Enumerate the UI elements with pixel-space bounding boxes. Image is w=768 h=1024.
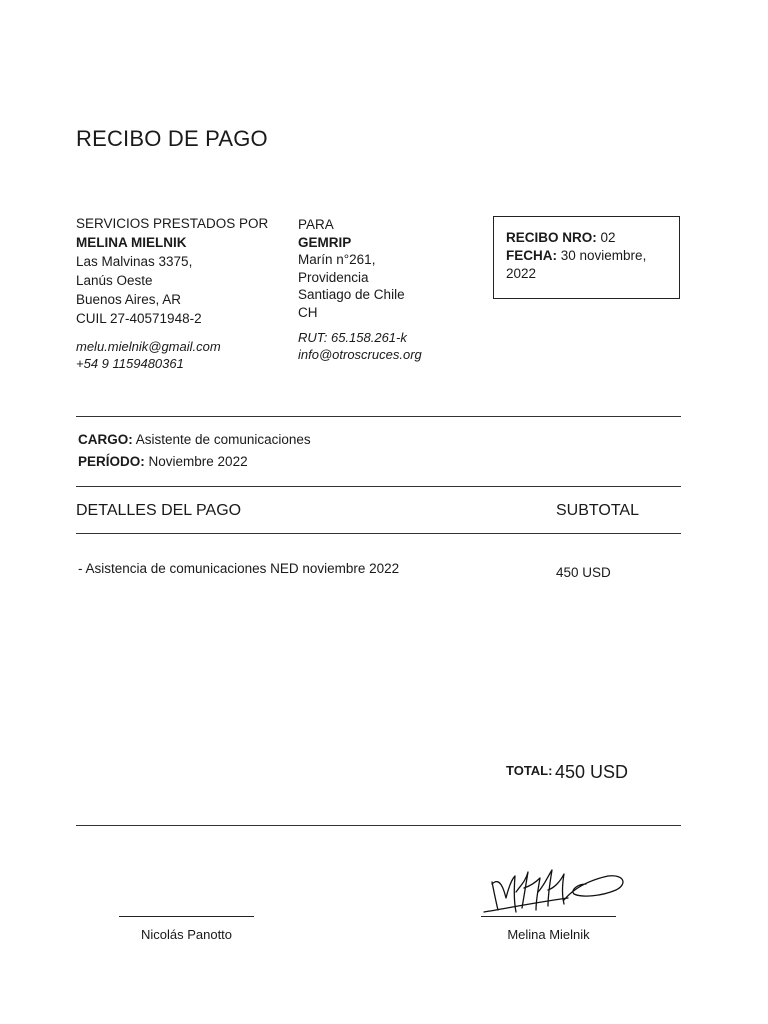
- item-subtotal: 450 USD: [556, 565, 611, 580]
- provider-cuil: CUIL 27-40571948-2: [76, 311, 202, 326]
- subtotal-header: SUBTOTAL: [556, 502, 639, 519]
- receipt-info-box: [493, 216, 680, 299]
- receipt-date: 30 noviembre, 2022: [506, 248, 647, 281]
- signature-line-right: [481, 916, 616, 917]
- divider: [76, 825, 681, 826]
- client-block: [298, 216, 422, 363]
- client-heading: PARA: [298, 217, 334, 232]
- signature-line-left: [119, 916, 254, 917]
- client-address-line: Providencia: [298, 269, 369, 285]
- signature-name-left: Nicolás Panotto: [140, 927, 233, 942]
- client-email: info@otroscruces.org: [298, 347, 422, 362]
- provider-heading: SERVICIOS PRESTADOS POR: [76, 216, 269, 231]
- client-rut: RUT: 65.158.261-k: [298, 330, 407, 345]
- periodo-row: [78, 454, 248, 469]
- total-label: TOTAL:: [506, 763, 553, 778]
- divider: [76, 533, 681, 534]
- page-title: RECIBO DE PAGO: [76, 126, 268, 151]
- provider-block: [76, 214, 268, 372]
- provider-name: MELINA MIELNIK: [76, 235, 187, 250]
- periodo-value: Noviembre 2022: [148, 454, 248, 469]
- cargo-value: Asistente de comunicaciones: [135, 432, 311, 447]
- cargo-label: CARGO:: [78, 432, 133, 447]
- receipt-number: 02: [600, 230, 616, 245]
- client-address-line: Marín n°261,: [298, 252, 376, 267]
- client-address-line: CH: [298, 304, 318, 320]
- client-name: GEMRIP: [298, 234, 352, 250]
- provider-email: melu.mielnik@gmail.com: [76, 339, 221, 354]
- provider-address-line: Lanús Oeste: [76, 273, 153, 288]
- periodo-label: PERÍODO:: [78, 454, 145, 469]
- details-header: DETALLES DEL PAGO: [76, 502, 242, 519]
- receipt-number-label: RECIBO NRO:: [506, 230, 597, 245]
- client-address-line: Santiago de Chile: [298, 287, 405, 302]
- handwritten-signature: [478, 862, 628, 922]
- cargo-row: [78, 432, 311, 447]
- divider: [76, 416, 681, 417]
- total-value: 450 USD: [555, 762, 629, 782]
- receipt-date-label: FECHA:: [506, 248, 557, 263]
- provider-address-line: Las Malvinas 3375,: [76, 254, 193, 269]
- divider: [76, 486, 681, 487]
- provider-phone: +54 9 1159480361: [76, 356, 184, 371]
- signature-name-right: Melina Mielnik: [507, 927, 590, 942]
- item-description: - Asistencia de comunicaciones NED noviembre 2022: [78, 561, 400, 576]
- provider-address-line: Buenos Aires, AR: [76, 292, 182, 307]
